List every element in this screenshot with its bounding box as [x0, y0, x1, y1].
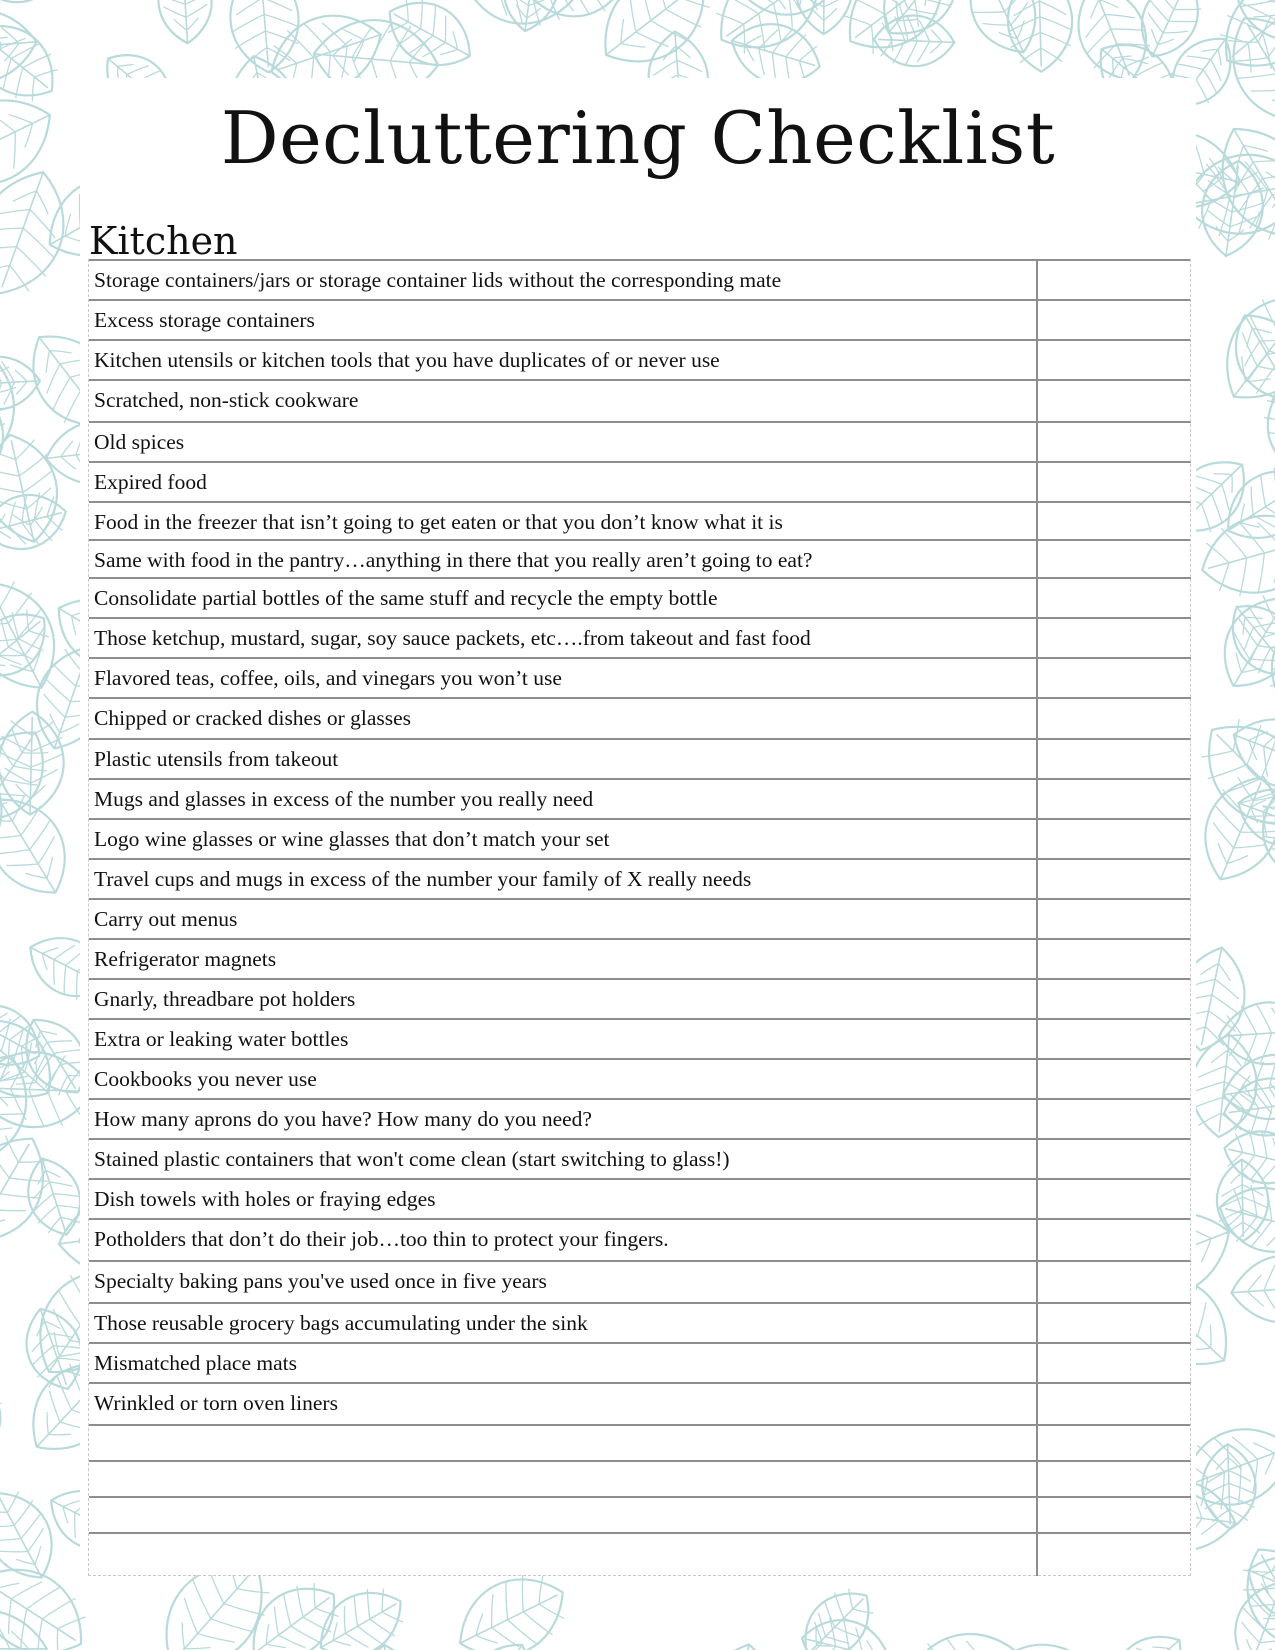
checkbox-cell[interactable] [1036, 1534, 1192, 1572]
checkbox-cell[interactable] [1036, 860, 1192, 898]
checklist-item-label: Chipped or cracked dishes or glasses [94, 706, 412, 730]
page-title: Decluttering Checklist [220, 96, 1056, 180]
checklist-item-label: Consolidate partial bottles of the same stuff and recycle the empty bottle [94, 586, 718, 610]
checklist-row [89, 461, 1191, 501]
checkbox-cell[interactable] [1036, 1020, 1192, 1058]
column-divider [1036, 259, 1038, 1576]
checklist-item-label: Same with food in the pantry…anything in there that you really aren’t going to eat? [94, 548, 813, 572]
checklist-row [89, 339, 1191, 379]
checkbox-cell[interactable] [1036, 1220, 1192, 1258]
checkbox-cell[interactable] [1036, 503, 1192, 541]
checkbox-cell[interactable] [1036, 463, 1192, 501]
checklist-item-label: Plastic utensils from takeout [94, 747, 339, 771]
checklist-item-label: Logo wine glasses or wine glasses that don’t match your set [94, 827, 610, 851]
checklist-row [89, 858, 1191, 898]
checkbox-cell[interactable] [1036, 900, 1192, 938]
checklist-row-blank [89, 1496, 1191, 1532]
checklist-row [89, 697, 1191, 738]
checklist-row [89, 1098, 1191, 1138]
checklist-row-blank [89, 1424, 1191, 1460]
table-right-edge [1189, 259, 1191, 1576]
checkbox-cell[interactable] [1036, 820, 1192, 858]
checklist-item-label: Storage containers/jars or storage container lids without the corresponding mate [94, 268, 782, 292]
checkbox-cell[interactable] [1036, 1180, 1192, 1218]
checklist-item-label: Wrinkled or torn oven liners [94, 1391, 338, 1415]
checklist-item-label: Extra or leaking water bottles [94, 1027, 349, 1051]
checkbox-cell[interactable] [1036, 1498, 1192, 1536]
checklist-row [89, 978, 1191, 1018]
checkbox-cell[interactable] [1036, 619, 1192, 657]
checklist-item-label: Excess storage containers [94, 308, 315, 332]
checklist-row [89, 259, 1191, 299]
checkbox-cell[interactable] [1036, 1384, 1192, 1422]
checklist-item-label: Flavored teas, coffee, oils, and vinegars you won’t use [94, 666, 562, 690]
checklist-item-label: Gnarly, threadbare pot holders [94, 987, 356, 1011]
checklist-row [89, 299, 1191, 339]
checklist-item-label: Those ketchup, mustard, sugar, soy sauce packets, etc….from takeout and fast food [94, 626, 811, 650]
checklist-item-label: Food in the freezer that isn’t going to get eaten or that you don’t know what it is [94, 510, 783, 534]
checklist-item-label: Expired food [94, 470, 207, 494]
checkbox-cell[interactable] [1036, 1426, 1192, 1464]
checklist-item-label: Kitchen utensils or kitchen tools that you have duplicates of or never use [94, 348, 720, 372]
checkbox-cell[interactable] [1036, 423, 1192, 461]
checklist-row [89, 898, 1191, 938]
checklist-row [89, 818, 1191, 858]
checklist-row [89, 1138, 1191, 1178]
checklist-row-blank [89, 1460, 1191, 1496]
checklist-item-label: Stained plastic containers that won't come clean (start switching to glass!) [94, 1147, 730, 1171]
checkbox-cell[interactable] [1036, 780, 1192, 818]
checkbox-cell[interactable] [1036, 1304, 1192, 1342]
checkbox-cell[interactable] [1036, 1100, 1192, 1138]
checklist-item-label: Dish towels with holes or fraying edges [94, 1187, 436, 1211]
checkbox-cell[interactable] [1036, 1462, 1192, 1500]
checkbox-cell[interactable] [1036, 1140, 1192, 1178]
checklist-row [89, 1302, 1191, 1342]
checklist-row [89, 1342, 1191, 1382]
checklist-item-label: Carry out menus [94, 907, 238, 931]
checklist-row [89, 421, 1191, 461]
checklist-item-label: Mismatched place mats [94, 1351, 297, 1375]
checklist-row [89, 1382, 1191, 1424]
checkbox-cell[interactable] [1036, 980, 1192, 1018]
checkbox-cell[interactable] [1036, 659, 1192, 697]
checkbox-cell[interactable] [1036, 261, 1192, 299]
checklist-row [89, 778, 1191, 818]
checklist-item-label [94, 1500, 1024, 1534]
checklist-item-label: Old spices [94, 430, 185, 454]
checklist-row [89, 1218, 1191, 1260]
checklist-row [89, 617, 1191, 657]
checklist-row [89, 938, 1191, 978]
checkbox-cell[interactable] [1036, 699, 1192, 737]
checklist-item-label: Potholders that don’t do their job…too thin to protect your fingers. [94, 1227, 669, 1251]
checkbox-cell[interactable] [1036, 1344, 1192, 1382]
checklist-row [89, 1058, 1191, 1098]
checklist-row [89, 501, 1191, 539]
checkbox-cell[interactable] [1036, 1060, 1192, 1098]
checkbox-cell[interactable] [1036, 301, 1192, 339]
checkbox-cell[interactable] [1036, 541, 1192, 579]
checklist-row [89, 1178, 1191, 1218]
checklist-page [80, 78, 1196, 1575]
checklist-item-label [94, 1464, 1024, 1498]
checklist-item-label: How many aprons do you have? How many do you need? [94, 1107, 592, 1131]
checklist-row [89, 539, 1191, 577]
checklist-item-label: Those reusable grocery bags accumulating under the sink [94, 1311, 588, 1335]
checklist-row [89, 577, 1191, 617]
checklist-item-label: Scratched, non-stick cookware [94, 388, 359, 412]
checklist-item-label: Travel cups and mugs in excess of the number your family of X really needs [94, 867, 752, 891]
checklist-item-label [94, 1428, 1024, 1462]
section-heading-kitchen: Kitchen [89, 219, 238, 263]
checkbox-cell[interactable] [1036, 1262, 1192, 1300]
checklist-item-label: Specialty baking pans you've used once in five years [94, 1269, 547, 1293]
checkbox-cell[interactable] [1036, 579, 1192, 617]
checkbox-cell[interactable] [1036, 940, 1192, 978]
checkbox-cell[interactable] [1036, 341, 1192, 379]
checkbox-cell[interactable] [1036, 381, 1192, 419]
checklist-rows [89, 259, 1191, 1575]
checklist-row-blank [89, 1532, 1191, 1569]
checkbox-cell[interactable] [1036, 740, 1192, 778]
checklist-row [89, 738, 1191, 778]
checklist-item-label [94, 1536, 1024, 1570]
checklist-row [89, 657, 1191, 697]
checklist-row [89, 1018, 1191, 1058]
checklist-item-label: Refrigerator magnets [94, 947, 277, 971]
checklist-item-label: Mugs and glasses in excess of the number you really need [94, 787, 594, 811]
checklist-table [88, 259, 1191, 1576]
checklist-row [89, 379, 1191, 421]
checklist-item-label: Cookbooks you never use [94, 1067, 317, 1091]
checklist-row [89, 1260, 1191, 1302]
